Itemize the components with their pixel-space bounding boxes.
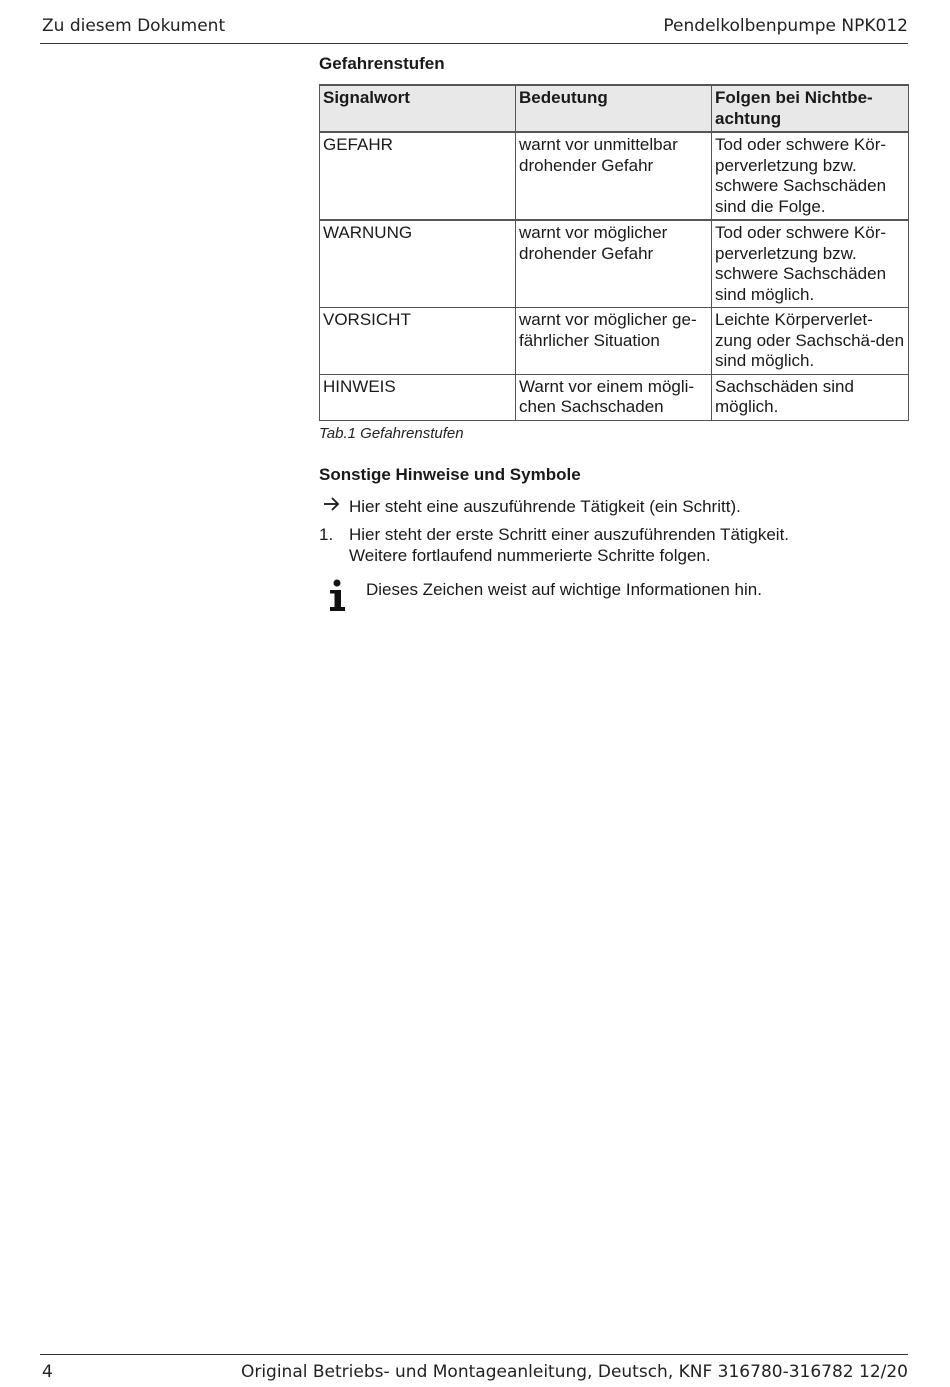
table-cell: WARNUNG [320,220,516,308]
footer-document-info: Original Betriebs- und Montageanleitung, Deutsch, KNF 316780-316782 12/20 [240,1362,908,1382]
table-cell: warnt vor möglicher drohender Gefahr [516,220,712,308]
table-row [320,374,909,420]
column-header-consequences: Folgen bei Nichtbe-achtung [712,85,909,132]
table-cell: Warnt vor einem mögli-chen Sachschaden [516,374,712,420]
table-header-row [320,85,909,132]
section-heading-other-notes: Sonstige Hinweise und Symbole [319,464,581,484]
table-cell: Tod oder schwere Kör-perverletzung bzw. schwere Sachschäden sind die Folge. [712,132,909,220]
table-cell: GEFAHR [320,132,516,220]
table-row [320,220,909,308]
main-content [319,53,908,615]
header-divider [40,43,908,44]
numbered-step [319,524,908,566]
arrow-right-icon [319,496,349,517]
step-text-line-1: Hier steht der erste Schritt einer auszuführenden Tätigkeit. [349,524,790,544]
column-header-meaning: Bedeutung [516,85,712,132]
table-cell: HINWEIS [320,374,516,420]
table-caption: Tab.1 Gefahrenstufen [319,424,464,442]
column-header-signal-word: Signalwort [320,85,516,132]
table-row [320,132,909,220]
footer-divider [40,1354,908,1355]
table-cell: VORSICHT [320,308,516,375]
table-cell: Tod oder schwere Kör-perverletzung bzw. schwere Sachschäden sind möglich. [712,220,909,308]
header-section-title: Zu diesem Dokument [42,16,226,36]
header-product-name: Pendelkolbenpumpe NPK012 [663,16,908,36]
table-cell: Sachschäden sind möglich. [712,374,909,420]
action-text: Hier steht eine auszuführende Tätigkeit (ein Schritt). [349,496,741,516]
danger-levels-table [319,84,909,421]
info-note [319,579,908,615]
info-text: Dieses Zeichen weist auf wichtige Informationen hin. [366,579,762,599]
table-cell: warnt vor möglicher ge-fährlicher Situation [516,308,712,375]
table-cell: warnt vor unmittelbar drohender Gefahr [516,132,712,220]
section-heading-danger-levels: Gefahrenstufen [319,54,445,73]
table-row [320,308,909,375]
action-instruction [319,496,908,517]
table-cell: Leichte Körperverlet-zung oder Sachschä-den sind möglich. [712,308,909,375]
step-text-line-2: Weitere fortlaufend nummerierte Schritte folgen. [349,545,711,565]
info-icon [319,579,366,615]
step-number: 1. [319,524,334,544]
page-number: 4 [42,1362,53,1382]
